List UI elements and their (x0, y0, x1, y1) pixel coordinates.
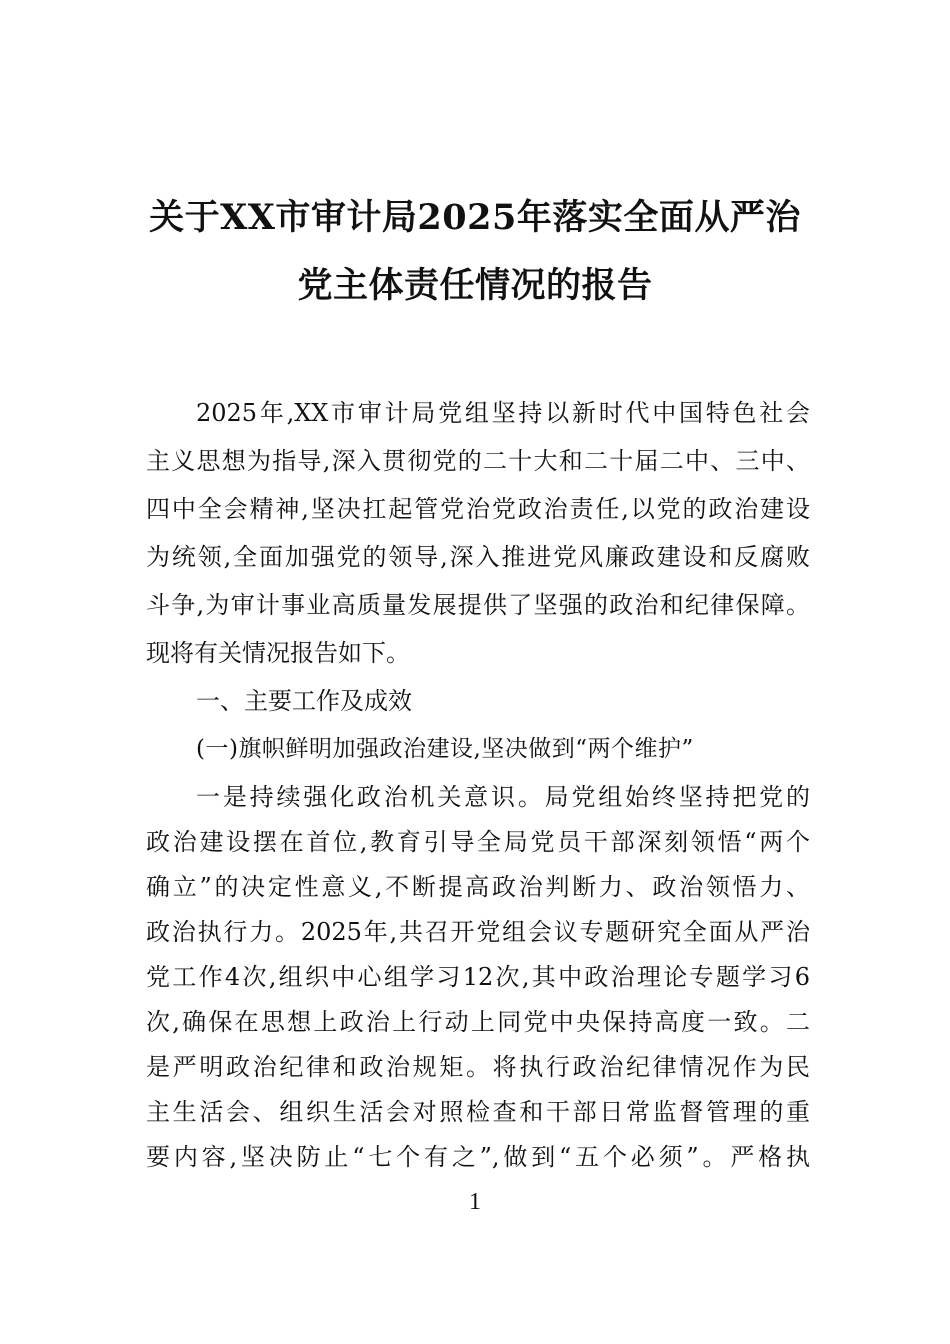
body-paragraph-line: 政治建设摆在首位,教育引导全局党员干部深刻领悟“两个 (146, 828, 810, 856)
intro-paragraph-line: 2025年,XX市审计局党组坚持以新时代中国特色社会 (196, 399, 810, 427)
intro-paragraph-line: 斗争,为审计事业高质量发展提供了坚强的政治和纪律保障。 (146, 591, 810, 619)
page-number: 1 (469, 1189, 481, 1215)
body-paragraph-line: 一是持续强化政治机关意识。局党组始终坚持把党的 (196, 783, 810, 811)
body-paragraph-line: 政治执行力。2025年,共召开党组会议专题研究全面从严治 (146, 918, 810, 946)
subsection-heading: (一)旗帜鲜明加强政治建设,坚决做到“两个维护” (196, 736, 694, 762)
document-title-line-1: 关于XX市审计局2025年落实全面从严治 (149, 197, 801, 238)
body-paragraph-line: 党工作4次,组织中心组学习12次,其中政治理论专题学习6 (146, 963, 810, 991)
body-paragraph-line: 确立”的决定性意义,不断提高政治判断力、政治领悟力、 (146, 873, 810, 901)
body-paragraph-line: 是严明政治纪律和政治规矩。将执行政治纪律情况作为民 (146, 1053, 810, 1081)
intro-paragraph-line: 主义思想为指导,深入贯彻党的二十大和二十届二中、三中、 (146, 447, 810, 475)
body-paragraph-line: 要内容,坚决防止“七个有之”,做到“五个必须”。严格执 (146, 1143, 810, 1171)
body-paragraph-line: 主生活会、组织生活会对照检查和干部日常监督管理的重 (146, 1098, 810, 1126)
intro-paragraph-line: 四中全会精神,坚决扛起管党治党政治责任,以党的政治建设 (146, 495, 810, 523)
intro-paragraph-line: 现将有关情况报告如下。 (146, 639, 410, 667)
body-paragraph-line: 次,确保在思想上政治上行动上同党中央保持高度一致。二 (146, 1008, 810, 1036)
section-heading: 一、主要工作及成效 (196, 687, 412, 715)
intro-paragraph-line: 为统领,全面加强党的领导,深入推进党风廉政建设和反腐败 (146, 543, 810, 571)
document-title-line-2: 党主体责任情况的报告 (297, 265, 653, 306)
